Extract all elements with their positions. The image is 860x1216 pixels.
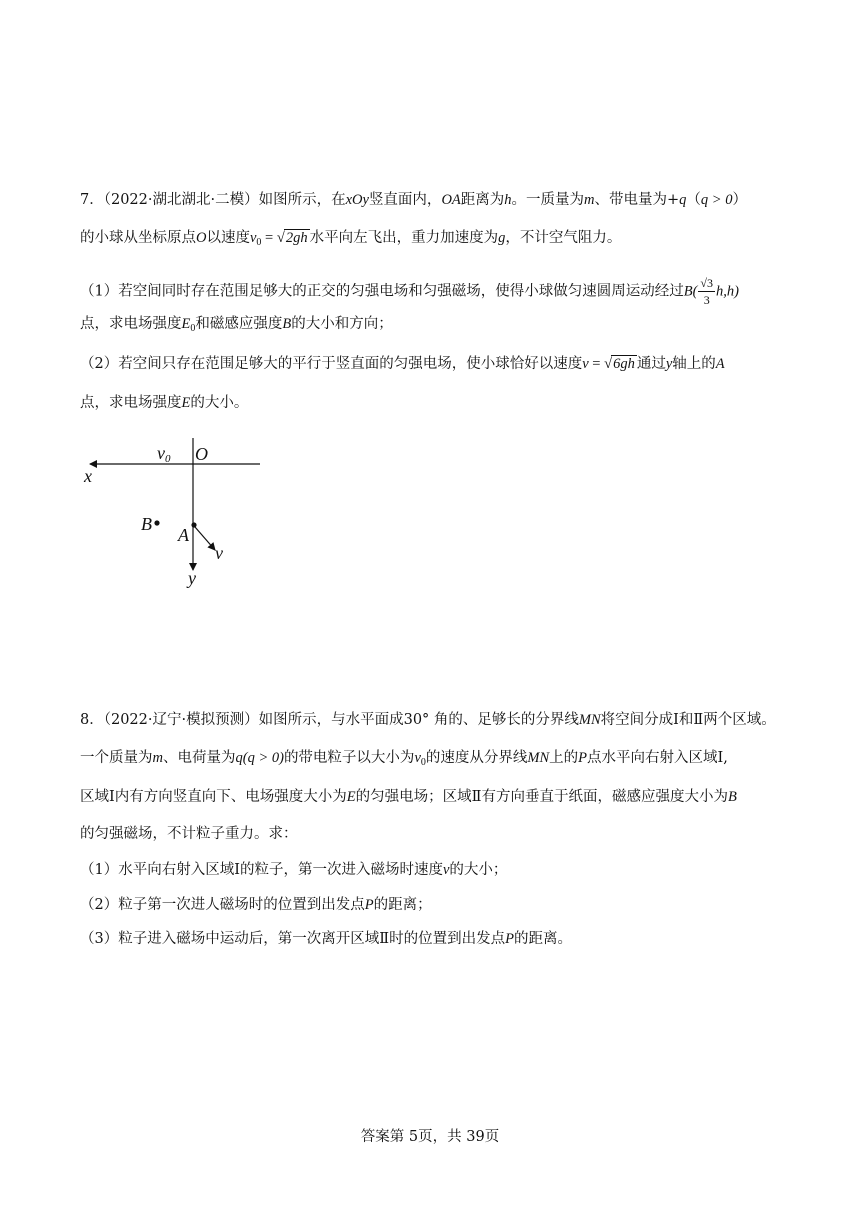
- label-y: y: [188, 568, 196, 588]
- q7-text: ，不计空气阻力。: [505, 230, 622, 246]
- q7-line-6: [80, 393, 248, 413]
- sqrt-2gh: 2gh: [285, 230, 308, 246]
- q8-subq2: [80, 895, 432, 915]
- q8-text: 的距离。: [513, 931, 572, 947]
- q8-line-2: [80, 748, 728, 773]
- q7-text: 和磁感应强度: [195, 316, 283, 332]
- q8-text: 将空间分成Ⅰ和Ⅱ两个区域。: [600, 712, 776, 728]
- var-q-condition: q(q > 0): [235, 750, 284, 766]
- formula-v: v = √6gh: [582, 356, 635, 372]
- var-v: v: [414, 750, 421, 766]
- equals: =: [261, 230, 277, 246]
- equals: =: [588, 356, 605, 372]
- q8-text: 上的: [549, 750, 579, 766]
- q8-text: 的匀强磁场，不计粒子重力。求：: [80, 826, 298, 842]
- var-p: P: [364, 897, 374, 913]
- var-e: E: [181, 395, 191, 411]
- subscript: 0: [190, 323, 196, 334]
- fraction-numerator: √3: [700, 276, 714, 290]
- label-b: B: [141, 514, 152, 534]
- q7-text: 的小球从坐标原点: [80, 230, 196, 246]
- var-mn: MN: [578, 712, 601, 728]
- var-m: m: [584, 192, 595, 208]
- var-m: m: [152, 750, 163, 766]
- q7-line-4: [80, 314, 393, 339]
- var-e: E: [346, 789, 356, 805]
- var-xoy: xOy: [345, 192, 369, 208]
- q8-text: 点水平向右射入区域Ⅰ,: [586, 750, 728, 766]
- label-v0: [157, 443, 171, 465]
- q7-subq1-text: （1）若空间同时存在范围足够大的正交的匀强电场和匀强磁场，使得小球做匀速圆周运动经过: [80, 283, 684, 300]
- q8-text: （1）水平向右射入区域Ⅰ的粒子，第一次进入磁场时速度: [80, 862, 443, 878]
- q8-text: 的带电粒子以大小为: [283, 750, 415, 766]
- q7-text: 轴上的: [672, 356, 716, 372]
- q7-line-1: [80, 190, 747, 210]
- condition-q-positive: q > 0: [700, 192, 733, 208]
- q8-subq3: [80, 929, 572, 949]
- var-q: q: [679, 192, 687, 208]
- q7-text: 7．（2022·湖北湖北·二模）如图所示，在: [80, 192, 346, 208]
- fraction-sqrt3-over-3: [698, 275, 715, 308]
- q7-text: 点，求电场强度: [80, 316, 182, 332]
- q7-text: 、带电量为+: [594, 192, 680, 208]
- q8-text: 8．（2022·辽宁·模拟预测）如图所示，与水平面成30° 角的、足够长的分界线: [80, 712, 579, 728]
- q7-text: （: [686, 192, 701, 208]
- var-o: O: [196, 230, 207, 246]
- sqrt-6gh: 6gh: [613, 356, 635, 372]
- q7-text: 点，求电场强度: [80, 395, 182, 411]
- fraction-denominator: 3: [703, 293, 710, 307]
- label-origin-o: O: [195, 444, 208, 464]
- var-e: E: [181, 316, 191, 332]
- q8-line-4: [80, 824, 298, 844]
- var-p: P: [578, 750, 587, 766]
- point-b-open: B(: [683, 283, 698, 300]
- q8-subq1: [80, 860, 507, 880]
- q8-line-1: [80, 710, 776, 730]
- var-g: g: [498, 230, 506, 246]
- q8-text: 一个质量为: [80, 750, 153, 766]
- q7-text: 竖直面内，: [368, 192, 442, 208]
- q7-line-5: [80, 354, 725, 374]
- q8-text: （2）粒子第一次进人磁场时的位置到出发点: [80, 897, 365, 913]
- var-h: h: [504, 192, 512, 208]
- var-a: A: [715, 356, 725, 372]
- subscript: 0: [256, 237, 262, 248]
- q7-text: 以速度: [206, 230, 250, 246]
- q8-text: 的大小；: [449, 862, 508, 878]
- q8-text: 的距离；: [373, 897, 432, 913]
- q7-text: 。一质量为: [511, 192, 585, 208]
- q8-line-3: [80, 787, 737, 807]
- var-y: y: [665, 356, 673, 372]
- label-v: v: [157, 443, 165, 463]
- var-v: v: [442, 862, 450, 878]
- q7-text: 距离为: [460, 192, 505, 208]
- q7-text: 的大小。: [190, 395, 249, 411]
- q7-text: 的大小和方向；: [291, 316, 393, 332]
- page-footer: 答案第 5页，共 39页: [360, 1129, 500, 1145]
- var-b: B: [282, 316, 292, 332]
- var-p: P: [505, 931, 514, 947]
- q7-text: 水平向左飞出，重力加速度为: [309, 230, 499, 246]
- var-mn: MN: [527, 750, 550, 766]
- var-b: B: [727, 789, 737, 805]
- point-a-dot: [191, 522, 196, 527]
- q8-text: 的速度从分界线: [425, 750, 528, 766]
- var-oa: OA: [441, 192, 461, 208]
- var-v: v: [582, 356, 589, 372]
- q8-text: 区域Ⅰ内有方向竖直向下、电场强度大小为: [80, 789, 347, 805]
- point-b-close: h,h): [716, 283, 739, 300]
- q7-text: ）: [732, 192, 747, 208]
- q8-text: （3）粒子进入磁场中运动后，第一次离开区域Ⅱ时的位置到出发点: [80, 931, 506, 947]
- q7-text: 通过: [636, 356, 666, 372]
- q8-text: 的匀强电场；区域Ⅱ有方向垂直于纸面，磁感应强度大小为: [355, 789, 728, 805]
- label-a: A: [178, 525, 189, 545]
- q7-line-2: [80, 228, 621, 253]
- q7-subq2-text: （2）若空间只存在范围足够大的平行于竖直面的匀强电场，使小球恰好以速度: [80, 356, 583, 372]
- label-v-velocity: v: [215, 543, 223, 563]
- var-v: v: [249, 230, 257, 246]
- q7-line-3: [80, 275, 739, 308]
- q8-text: 、电荷量为: [162, 750, 236, 766]
- label-v0-subscript: 0: [165, 453, 171, 465]
- subscript: 0: [420, 757, 426, 768]
- point-b-dot: [154, 520, 159, 525]
- label-x: x: [84, 466, 92, 486]
- velocity-v-arrow: [195, 527, 215, 550]
- formula-v0: $v_0 = √2gh$: [249, 230, 308, 248]
